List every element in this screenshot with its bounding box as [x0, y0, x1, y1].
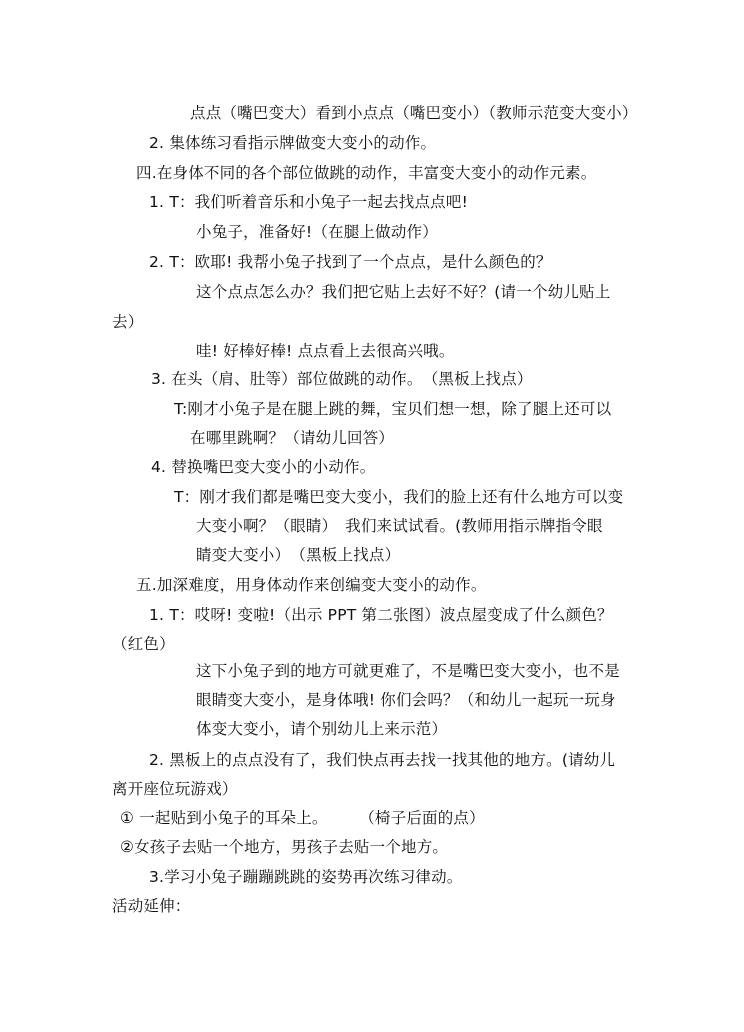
text-line: 哇! 好棒好棒! 点点看上去很高兴哦。 [196, 342, 455, 360]
text-line: 3. 在头（肩、肚等）部位做跳的动作。 （黑板上找点） [151, 370, 533, 388]
text-line: 2. 黑板上的点点没有了，我们快点再去找一找其他的地方。(请幼儿 [149, 751, 616, 769]
text-line: 4. 替换嘴巴变大变小的小动作。 [151, 458, 376, 476]
text-line: 去） [112, 313, 144, 331]
text-line: （红色） [112, 635, 175, 653]
text-line: 眼睛变大变小，是身体哦! 你们会吗？（和幼儿一起玩一玩身 [196, 691, 616, 709]
text-line: 1. T：我们听着音乐和小兔子一起去找点点吧! [149, 193, 468, 211]
text-line: 这个点点怎么办？我们把它贴上去好不好？(请一个幼儿贴上 [196, 283, 611, 301]
text-line: 体变大变小，请个别幼儿上来示范） [196, 720, 448, 738]
text-line: 1. T：哎呀! 变啦!（出示 PPT 第二张图）波点屋变成了什么颜色？ [149, 606, 613, 624]
text-line: 睛变大变小） （黑板上找点） [196, 546, 401, 564]
text-line: 大变小啊？（眼睛） 我们来试试看。(教师用指示牌指令眼 [196, 517, 603, 535]
text-line: 在哪里跳啊？（请幼儿回答） [190, 429, 395, 447]
text-line: 小兔子，准备好!（在腿上做动作） [196, 223, 438, 241]
section-heading: 四.在身体不同的各个部位做跳的动作，丰富变大变小的动作元素。 [136, 164, 597, 182]
text-line: T：刚才我们都是嘴巴变大变小，我们的脸上还有什么地方可以变 [174, 488, 624, 506]
text-line: 2. T：欧耶! 我帮小兔子找到了一个点点，是什么颜色的？ [149, 253, 552, 271]
section-heading: 五.加深难度，用身体动作来创编变大变小的动作。 [136, 576, 487, 594]
text-line: 2. 集体练习看指示牌做变大变小的动作。 [149, 134, 437, 152]
text-line: 离开座位玩游戏） [112, 780, 238, 798]
text-line: 3.学习小兔子蹦蹦跳跳的姿势再次练习律动。 [149, 868, 463, 886]
text-line: ②女孩子去贴一个地方，男孩子去贴一个地方。 [120, 838, 449, 856]
text-line: 这下小兔子到的地方可就更难了，不是嘴巴变大变小，也不是 [196, 662, 620, 680]
section-heading: 活动延伸： [112, 897, 191, 915]
text-line: ① 一起贴到小兔子的耳朵上。 （椅子后面的点） [120, 809, 485, 827]
text-line: T:刚才小兔子是在腿上跳的舞，宝贝们想一想，除了腿上还可以 [174, 400, 612, 418]
text-line: 点点（嘴巴变大）看到小点点（嘴巴变小）（教师示范变大变小） [190, 104, 638, 122]
